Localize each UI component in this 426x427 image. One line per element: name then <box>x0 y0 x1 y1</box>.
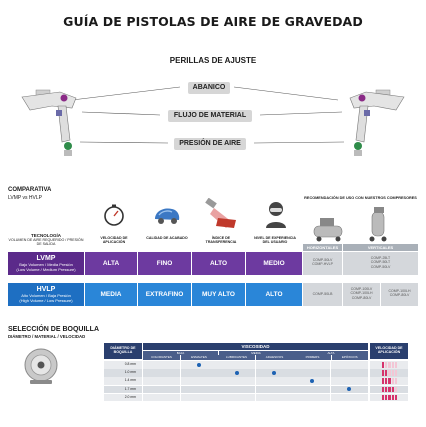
nozzle-cell <box>218 394 255 402</box>
hvlp-vertical-b: COMP-100LH COMP-80LV <box>381 283 418 306</box>
nozzle-cell <box>331 369 368 377</box>
nozzle-title: SELECCIÓN DE BOQUILLA DIÁMETRO / MATERIAL / VELOCIDAD <box>8 326 100 339</box>
nozzle-row <box>104 377 408 385</box>
nozzle-cell <box>181 386 218 394</box>
user-mask-icon <box>264 200 288 228</box>
nozzle-row <box>104 369 408 377</box>
lvmp-transfer: ALTO <box>192 252 245 275</box>
viscosity-header: VISCOSIDAD <box>143 343 368 350</box>
nozzle-cell <box>218 377 255 385</box>
left-spray-gun-icon <box>22 90 76 156</box>
nozzle-row <box>104 394 408 402</box>
knobs-heading: PERILLAS DE AJUSTE <box>169 56 257 65</box>
viscosity-group-low: BAJA <box>143 351 218 355</box>
speed-bar <box>382 370 384 376</box>
nozzle-cell <box>181 369 218 377</box>
viscosity-group-high: ALTA <box>294 351 368 355</box>
speed-bar <box>395 362 397 368</box>
material-adhesives: ADHESIVOS <box>256 355 294 360</box>
speed-bar <box>395 370 397 376</box>
hvlp-vertical-a: COMP-100LV COMP-100LH COMP-80LV <box>343 283 380 306</box>
nozzle-row <box>104 361 408 369</box>
page-title: GUÍA DE PISTOLAS DE AIRE DE GRAVEDAD <box>63 14 363 29</box>
material-primers: PRIMERS <box>294 355 331 360</box>
nozzle-cell <box>331 377 368 385</box>
nozzle-cell <box>143 377 180 385</box>
nozzle-cell <box>143 386 180 394</box>
column-header-finish: CALIDAD DE ACABADO <box>146 236 188 240</box>
nozzle-subtitle: DIÁMETRO / MATERIAL / VELOCIDAD <box>8 334 86 339</box>
nozzle-cell <box>143 361 180 369</box>
viscosity-group-medium: MEDIA <box>219 351 294 355</box>
nozzle-size: 1.7 mm <box>104 386 142 394</box>
hvlp-speed: MEDIA <box>85 283 137 306</box>
speed-bar <box>388 370 390 376</box>
speed-bar <box>385 387 387 393</box>
nozzle-cell <box>256 386 293 394</box>
nozzle-icon <box>22 346 60 386</box>
nozzle-cell <box>181 394 218 402</box>
speed-bar <box>385 378 387 384</box>
speed-bar <box>392 395 394 401</box>
speed-bar <box>382 362 384 368</box>
nozzle-size: 1.0 mm <box>104 369 142 377</box>
knob-label-fan: ABANICO <box>188 82 230 94</box>
knob-label-air-pressure: PRESIÓN DE AIRE <box>174 138 246 150</box>
speed-bar <box>388 362 390 368</box>
speed-bar <box>388 387 390 393</box>
speed-bar <box>395 378 397 384</box>
material-enamels: ESMALTES <box>181 355 218 360</box>
material-colorants: COLORANTES <box>143 355 180 360</box>
comparison-title: COMPARATIVA LVMP vs HVLP <box>8 187 52 201</box>
nozzle-cell <box>181 377 218 385</box>
speed-bar <box>392 378 394 384</box>
nozzle-cell <box>293 394 330 402</box>
hvlp-finish: EXTRAFINO <box>138 283 191 306</box>
comparison-subtitle: LVMP vs HVLP <box>8 194 42 201</box>
nozzle-cell <box>218 361 255 369</box>
speed-cell <box>370 377 408 385</box>
nozzle-cell <box>331 361 368 369</box>
speed-bar <box>382 395 384 401</box>
recommendation-title: RECOMENDACIÓN DE USO CON NUESTROS COMPRESORES <box>304 196 417 200</box>
nozzle-size: 0.8 mm <box>104 361 142 369</box>
speed-bar <box>395 387 397 393</box>
column-header-experience: NIVEL DE EXPERIENCIA DEL USUARIO <box>254 236 296 245</box>
nozzle-cell <box>256 394 293 402</box>
nozzle-cell <box>293 361 330 369</box>
lvmp-finish: FINO <box>138 252 191 275</box>
speed-bar <box>392 387 394 393</box>
speed-bar <box>388 395 390 401</box>
recommendation-header-vertical: VERTICALES <box>343 244 418 251</box>
spray-transfer-icon <box>204 198 238 230</box>
nozzle-cell <box>256 377 293 385</box>
material-lubricants: LUBRICANTES <box>218 355 255 360</box>
speed-cell <box>370 386 408 394</box>
speed-bar <box>385 395 387 401</box>
nozzle-cell <box>256 361 293 369</box>
nozzle-size: 1.4 mm <box>104 377 142 385</box>
vertical-compressor-icon <box>366 206 390 242</box>
speed-bar <box>382 387 384 393</box>
hvlp-horizontal: COMP-50LB <box>303 283 342 306</box>
speed-bar <box>385 362 387 368</box>
recommendation-header-horizontal: HORIZONTALES <box>303 244 342 251</box>
nozzle-cell <box>143 394 180 402</box>
diameter-header: DIÁMETRO DE BOQUILLA <box>104 343 142 359</box>
row-name-hvlp: HVLP Alto Volumen / Baja Presión (High Volume / Low Pressure) <box>8 283 84 306</box>
hvlp-transfer: MUY ALTO <box>192 283 245 306</box>
speed-bar <box>392 362 394 368</box>
nozzle-cell <box>218 386 255 394</box>
speed-bar <box>392 370 394 376</box>
hvlp-experience: ALTO <box>246 283 302 306</box>
nozzle-cell <box>293 369 330 377</box>
nozzle-row <box>104 386 408 394</box>
lvmp-horizontal: COMP-50LV COMP-HVLP <box>303 252 342 275</box>
lvmp-speed: ALTA <box>85 252 137 275</box>
speed-cell <box>370 361 408 369</box>
speed-bar <box>388 378 390 384</box>
speedometer-icon <box>102 203 126 227</box>
column-header-speed: VELOCIDAD DE APLICACIÓN <box>100 236 128 245</box>
speed-bar <box>382 378 384 384</box>
column-header-transfer: ÍNDICE DE TRANSFERENCIA <box>205 236 237 245</box>
technology-header: TECNOLOGÍA VOLUMEN DE AIRE REQUERIDO / PRESIÓN DE SALIDA <box>8 233 84 247</box>
speed-bar <box>395 395 397 401</box>
material-epoxies: EPÓXICOS <box>332 355 369 360</box>
speed-bar <box>385 370 387 376</box>
suitability-dot <box>310 379 314 383</box>
knob-label-material-flow: FLUJO DE MATERIAL <box>168 110 252 122</box>
speed-cell <box>370 369 408 377</box>
suitability-dot <box>235 371 239 375</box>
nozzle-size: 2.0 mm <box>104 394 142 402</box>
nozzle-cell <box>331 394 368 402</box>
car-finish-icon <box>152 204 182 226</box>
speed-header: VELOCIDAD DE APLICACIÓN <box>370 343 408 359</box>
row-name-lvmp: LVMP Bajo Volumen / Media Presión (Low Volume / Medium Pressure) <box>8 252 84 275</box>
nozzle-cell <box>143 369 180 377</box>
lvmp-vertical: COMP-25LT COMP-50LT COMP-50LV <box>343 252 418 275</box>
speed-cell <box>370 394 408 402</box>
right-spray-gun-icon <box>350 90 404 156</box>
horizontal-compressor-icon <box>312 214 346 242</box>
nozzle-cell <box>293 386 330 394</box>
lvmp-experience: MEDIO <box>246 252 302 275</box>
